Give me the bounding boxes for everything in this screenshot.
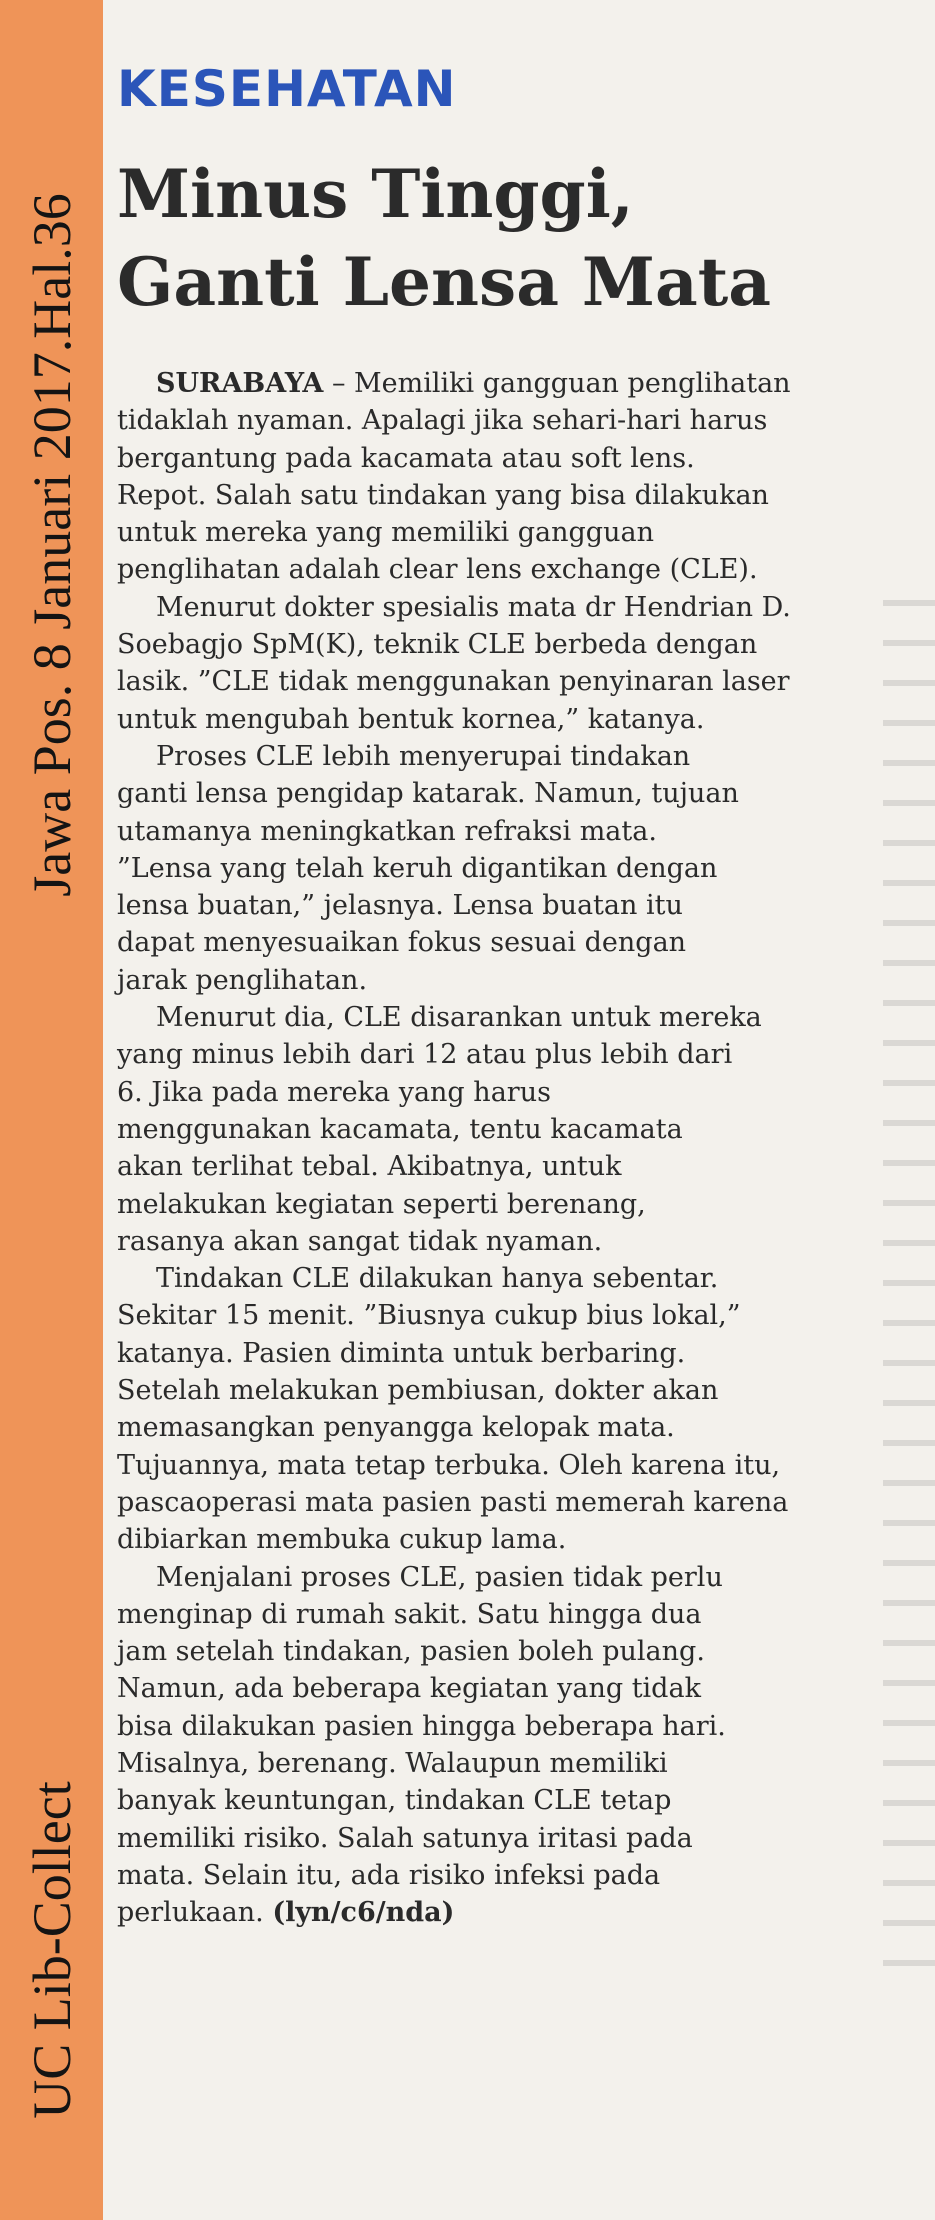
body-line <box>117 626 887 663</box>
body-line <box>117 1633 887 1670</box>
body-line-text: menginap di rumah sakit. Satu hingga dua <box>117 1598 702 1630</box>
body-line-text: jarak penglihatan. <box>117 964 368 996</box>
body-line <box>117 1111 887 1148</box>
body-line-text: Tindakan CLE dilakukan hanya sebentar. <box>156 1263 719 1295</box>
body-line-text: Namun, ada beberapa kegiatan yang tidak <box>117 1673 701 1705</box>
body-line-text: bergantung pada kacamata atau soft lens. <box>117 442 695 474</box>
body-line-text: Misalnya, berenang. Walaupun memiliki <box>117 1747 668 1779</box>
body-line-text: ganti lensa pengidap katarak. Namun, tujuan <box>117 778 739 810</box>
body-line <box>117 1857 887 1894</box>
body-line-text: banyak keuntungan, tindakan CLE tetap <box>117 1785 672 1817</box>
body-line-text: jam setelah tindakan, pasien boleh pulang. <box>117 1636 705 1668</box>
body-line-text: akan terlihat tebal. Akibatnya, untuk <box>117 1151 622 1183</box>
body-line-text: yang minus lebih dari 12 atau plus lebih dari <box>117 1039 733 1071</box>
body-line-text: memasangkan penyangga kelopak mata. <box>117 1412 675 1444</box>
body-line <box>117 775 887 812</box>
body-line-text: ”Lensa yang telah keruh digantikan dengan <box>117 852 718 884</box>
body-line-text: Menurut dia, CLE disarankan untuk mereka <box>156 1002 762 1034</box>
body-line-text: 6. Jika pada mereka yang harus <box>117 1076 551 1108</box>
rubric-label: KESEHATAN <box>117 60 457 118</box>
body-line <box>117 1335 887 1372</box>
body-line-text: lasik. ”CLE tidak menggunakan penyinaran laser <box>117 666 790 698</box>
body-line-text: menggunakan kacamata, tentu kacamata <box>117 1113 683 1145</box>
headline-line-1: Minus Tinggi, <box>117 155 634 233</box>
article-clipping <box>103 0 935 2220</box>
author-credit: (lyn/c6/nda) <box>272 1897 455 1929</box>
body-line-text: Setelah melakukan pembiusan, dokter akan <box>117 1375 719 1407</box>
body-line <box>117 999 887 1036</box>
body-line-text: Tujuannya, mata tetap terbuka. Oleh karena itu, <box>117 1449 781 1481</box>
body-line-text: tidaklah nyaman. Apalagi jika sehari-hari harus <box>117 405 768 437</box>
body-line <box>117 1447 887 1484</box>
body-line <box>117 1670 887 1707</box>
body-line-text: utamanya meningkatkan refraksi mata. <box>117 815 657 847</box>
body-line-text: katanya. Pasien diminta untuk berbaring. <box>117 1337 686 1369</box>
headline-line-2: Ganti Lensa Mata <box>117 243 772 321</box>
body-line <box>117 1297 887 1334</box>
body-line-text: Repot. Salah satu tindakan yang bisa dilakukan <box>117 479 769 511</box>
body-line <box>117 1521 887 1558</box>
article-body <box>117 365 887 1931</box>
body-line-text: bisa dilakukan pasien hingga beberapa hari. <box>117 1710 726 1742</box>
body-line <box>117 850 887 887</box>
body-line-text: pascaoperasi mata pasien pasti memerah karena <box>117 1486 789 1518</box>
body-line <box>117 924 887 961</box>
body-line <box>117 589 887 626</box>
body-line-text: – Memiliki gangguan penglihatan <box>323 368 791 399</box>
body-line-text: Soebagjo SpM(K), teknik CLE berbeda dengan <box>117 629 758 661</box>
body-line <box>117 1409 887 1446</box>
body-line-text: dapat menyesuaikan fokus sesuai dengan <box>117 927 687 959</box>
body-line-text: melakukan kegiatan seperti berenang, <box>117 1188 646 1220</box>
body-line <box>117 1820 887 1857</box>
body-line <box>117 1894 887 1931</box>
dateline: SURABAYA <box>156 368 324 399</box>
body-line <box>117 551 887 588</box>
body-line <box>117 1223 887 1260</box>
body-line <box>117 1745 887 1782</box>
body-line <box>117 1036 887 1073</box>
body-line-text: untuk mengubah bentuk kornea,” katanya. <box>117 703 705 735</box>
body-line <box>117 701 887 738</box>
body-line <box>117 1559 887 1596</box>
body-line-text: untuk mereka yang memiliki gangguan <box>117 517 654 549</box>
body-line <box>117 365 887 402</box>
body-line-text: Sekitar 15 menit. ”Biusnya cukup bius lokal,” <box>117 1300 741 1332</box>
body-line <box>117 1260 887 1297</box>
body-line <box>117 1596 887 1633</box>
body-line <box>117 440 887 477</box>
side-strip: Jawa Pos. 8 Januari 2017.Hal.36 UC Lib-Collect <box>0 0 103 2220</box>
body-line <box>117 1708 887 1745</box>
body-line-text: memiliki risiko. Salah satunya iritasi pada <box>117 1822 693 1854</box>
body-line <box>117 663 887 700</box>
body-line <box>117 1484 887 1521</box>
body-line-text: Proses CLE lebih menyerupai tindakan <box>156 740 691 772</box>
body-line-text: Menjalani proses CLE, pasien tidak perlu <box>156 1561 723 1593</box>
body-line-text: penglihatan adalah clear lens exchange (CLE). <box>117 554 758 586</box>
bleed-through-column <box>883 600 935 2000</box>
body-line <box>117 962 887 999</box>
body-line <box>117 514 887 551</box>
body-line-text: lensa buatan,” jelasnya. Lensa buatan itu <box>117 890 683 922</box>
body-line <box>117 1372 887 1409</box>
body-line-text: Menurut dokter spesialis mata dr Hendrian D. <box>156 591 791 623</box>
body-line <box>117 1074 887 1111</box>
body-line <box>117 1148 887 1185</box>
body-line <box>117 402 887 439</box>
body-line <box>117 1186 887 1223</box>
body-line <box>117 887 887 924</box>
body-line-text: dibiarkan membuka cukup lama. <box>117 1524 567 1556</box>
body-line <box>117 477 887 514</box>
body-line <box>117 738 887 775</box>
body-line-text: mata. Selain itu, ada risiko infeksi pada <box>117 1859 661 1891</box>
body-line-text: perlukaan. <box>117 1897 273 1929</box>
body-line <box>117 1782 887 1819</box>
body-line-text: rasanya akan sangat tidak nyaman. <box>117 1225 603 1257</box>
headline <box>117 150 771 326</box>
body-line <box>117 813 887 850</box>
